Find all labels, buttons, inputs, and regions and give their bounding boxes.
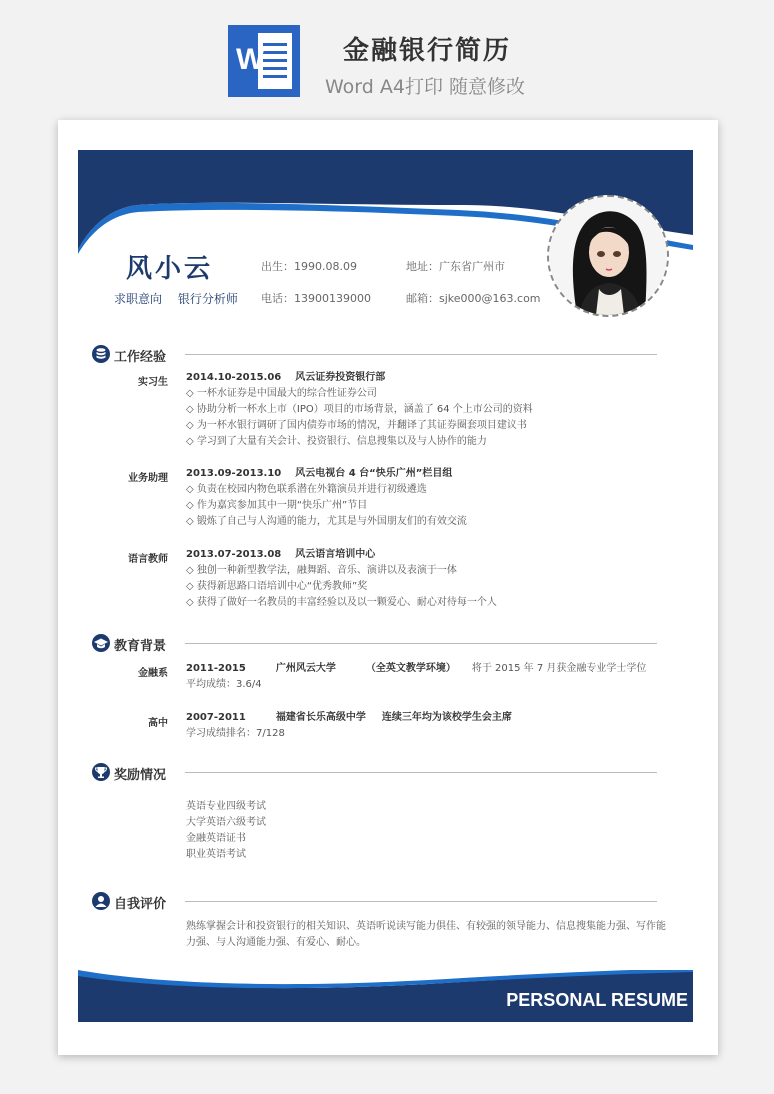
graduation-cap-icon: [92, 634, 110, 652]
work-entry: [186, 370, 533, 450]
word-logo-icon: [228, 25, 300, 97]
banner-title: 金融银行简历: [343, 36, 512, 66]
entry-note: （全英文教学环境）: [365, 663, 456, 674]
bullet-item: ◇ 独创一种新型教学法，融舞蹈、音乐、演讲以及表演于一体: [186, 565, 457, 576]
entry-date: 2013.09-2013.10: [186, 468, 282, 479]
education-entry: [186, 661, 646, 693]
bullet-item: ◇ 获得了做好一名教员的丰富经验以及以一颗爱心、耐心对待每一个人: [186, 597, 497, 608]
self-evaluation-text: 熟练掌握会计和投资银行的相关知识、英语听说读写能力俱佳、有较强的领导能力、信息搜集能力强、写作能力强、与人沟通能力强、有爱心、耐心。: [186, 921, 666, 948]
entry-detail: 平均成绩：3.6/4: [186, 679, 262, 690]
section-divider: [185, 643, 657, 644]
bullet-item: ◇ 为一杯水银行调研了国内债券市场的情况，并翻译了其证券圈套项目建议书: [186, 420, 527, 431]
education-major: 高中: [148, 718, 168, 729]
bullet-item: ◇ 获得新思路口语培训中心“优秀教师”奖: [186, 581, 368, 592]
entry-date: 2011-2015: [186, 663, 246, 674]
job-role: 业务助理: [128, 473, 168, 484]
bullet-item: ◇ 协助分析一杯水上市（IPO）项目的市场背景，涵盖了 64 个上市公司的资料: [186, 404, 533, 415]
entry-org: 风云证券投资银行部: [295, 372, 386, 383]
entry-note: 连续三年均为该校学生会主席: [381, 712, 512, 723]
work-entry: [186, 547, 497, 611]
banner-subtitle: Word A4打印 随意修改: [325, 76, 526, 98]
entry-school: 福建省长乐高级中学: [275, 712, 366, 723]
awards-list: [186, 799, 266, 863]
self-evaluation-section-header: [92, 892, 657, 912]
trophy-icon: [92, 763, 110, 781]
entry-org: 风云语言培训中心: [295, 549, 376, 560]
job-role: 语言教师: [128, 554, 168, 565]
section-divider: [185, 354, 657, 355]
bullet-item: ◇ 一杯水证券是中国最大的综合性证券公司: [186, 388, 377, 399]
entry-org: 风云电视台 4 台“快乐广州”栏目组: [295, 468, 453, 479]
entry-extra: 将于 2015 年 7 月获金融专业学士学位: [471, 663, 647, 674]
word-logo-letter: W: [236, 43, 265, 76]
email-info: 邮箱：sjke000@163.com: [406, 292, 541, 305]
education-entry: [186, 710, 512, 742]
award-item: 职业英语考试: [186, 849, 246, 860]
entry-detail: 学习成绩排名：7/128: [186, 728, 285, 739]
bullet-item: ◇ 学习到了大量有关会计、投资银行、信息搜集以及与人协作的能力: [186, 436, 487, 447]
bullet-item: ◇ 负责在校园内物色联系潜在外籍演员并进行初级遴选: [186, 484, 427, 495]
awards-section-header: [92, 763, 657, 783]
avatar: [547, 195, 669, 317]
section-title: 工作经验: [114, 350, 167, 365]
phone-info: 电话：13900139000: [261, 292, 371, 305]
footer-label: PERSONAL RESUME: [506, 990, 688, 1010]
database-icon: [92, 345, 110, 363]
user-icon: [92, 892, 110, 910]
entry-school: 广州风云大学: [275, 663, 336, 674]
bullet-item: ◇ 作为嘉宾参加其中一期“快乐广州”节目: [186, 500, 368, 511]
resume-page: [58, 120, 718, 1055]
education-major: 金融系: [138, 668, 168, 679]
work-entry: [186, 466, 467, 530]
bullet-item: ◇ 锻炼了自己与人沟通的能力，尤其是与外国朋友们的有效交流: [186, 516, 467, 527]
entry-date: 2013.07-2013.08: [186, 549, 282, 560]
birth-info: 出生：1990.08.09: [261, 260, 357, 273]
job-role: 实习生: [138, 377, 168, 388]
award-item: 英语专业四级考试: [186, 801, 266, 812]
work-section-header: [92, 345, 657, 365]
objective-label: 求职意向: [114, 292, 163, 306]
banner: [0, 0, 774, 110]
education-section-header: [92, 634, 657, 654]
job-objective: [114, 290, 250, 307]
award-item: 金融英语证书: [186, 833, 246, 844]
objective-value: 银行分析师: [177, 292, 238, 306]
candidate-name: 风小云: [126, 254, 214, 284]
entry-date: 2007-2011: [186, 712, 246, 723]
section-title: 奖励情况: [114, 768, 167, 783]
avatar-portrait: [549, 197, 667, 315]
section-title: 自我评价: [114, 897, 167, 912]
section-title: 教育背景: [114, 639, 167, 654]
award-item: 大学英语六级考试: [186, 817, 266, 828]
entry-date: 2014.10-2015.06: [186, 372, 282, 383]
section-divider: [185, 901, 657, 902]
address-info: 地址：广东省广州市: [406, 260, 505, 273]
section-divider: [185, 772, 657, 773]
